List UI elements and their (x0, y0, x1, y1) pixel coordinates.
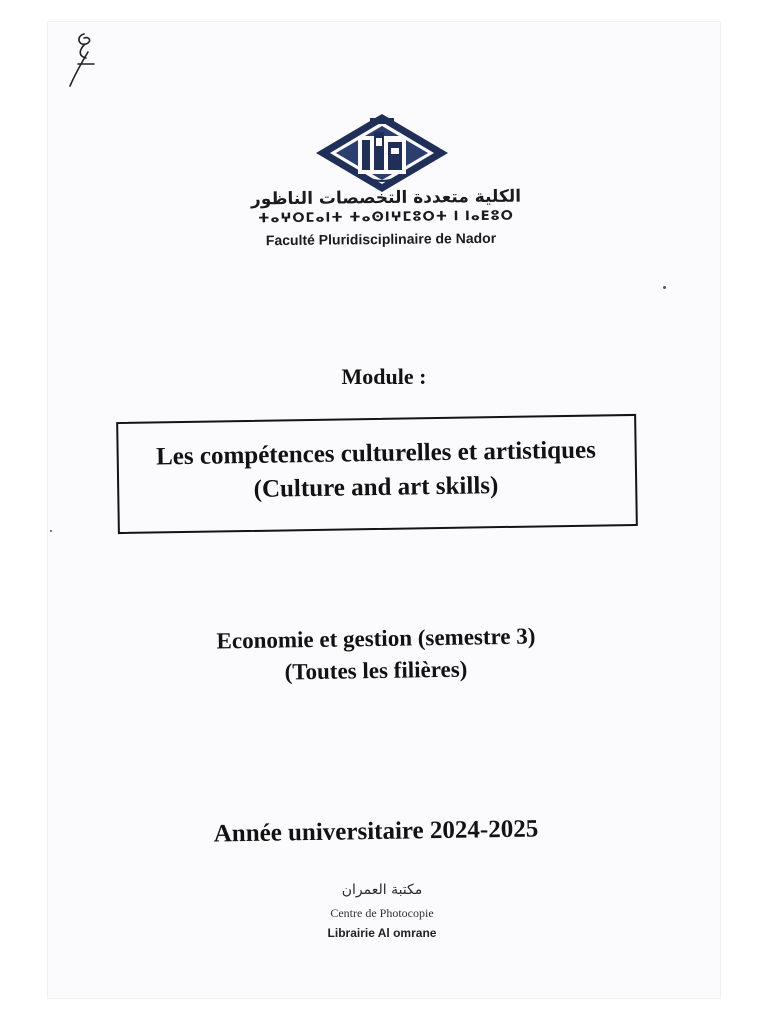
scan-speck (50, 530, 52, 532)
module-title: Les compétences culturelles et artistiques (155, 436, 597, 471)
faculty-name-tifinagh: ⵜⴰⵖⵔⵎⴰⵏⵜ ⵜⴰⵙⵏⵖⵎⵓⵔⵜ ⵏ ⵏⴰⴹⵓⵔ (258, 208, 514, 227)
stamp-center-name: Centre de Photocopie (330, 906, 434, 920)
faculty-name-french: Faculté Pluridisciplinaire de Nador (265, 229, 497, 249)
program-tracks: (Toutes les filières) (284, 656, 468, 685)
module-heading: Module : (341, 364, 427, 389)
stamp-arabic-name: مكتبة العمران (341, 882, 423, 898)
stamp-library-name: Librairie Al omrane (327, 926, 437, 940)
handwritten-mark (64, 28, 104, 90)
program-name: Economie et gestion (semestre 3) (216, 623, 536, 654)
academic-year: Année universitaire 2024-2025 (213, 815, 539, 848)
scan-speck (663, 286, 666, 289)
faculty-name-arabic: الكلية متعددة التخصصات الناظور (250, 186, 522, 210)
faculty-logo (312, 112, 452, 194)
module-subtitle: (Culture and art skills) (253, 472, 499, 503)
